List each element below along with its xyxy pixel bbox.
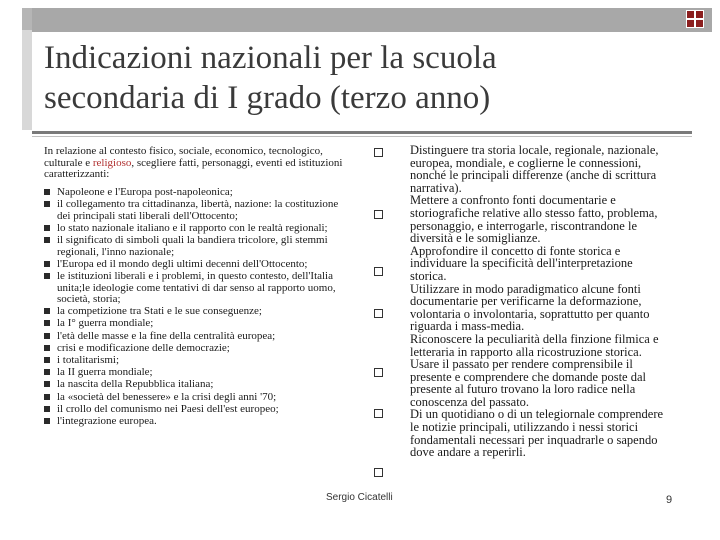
hollow-square-bullet-icon: [374, 409, 383, 418]
topic-item: i totalitarismi;: [44, 355, 354, 367]
topic-item: la I° guerra mondiale;: [44, 318, 354, 330]
skill-item: Usare il passato per rendere comprensibile il presente e comprendere che domande poste dal presente al futuro trovano la loro radice nella conoscenza del passato.: [410, 357, 647, 409]
square-bullet-icon: [44, 418, 50, 424]
skill-item: Riconoscere la peculiarità della finzione filmica e letteraria in rapporto alla ricostruzione storica.: [410, 331, 659, 359]
title-line-1: Indicazioni nazionali per la scuola: [44, 40, 497, 76]
topic-list: [44, 187, 354, 428]
square-bullet-icon: [44, 345, 50, 351]
square-bullet-icon: [44, 189, 50, 195]
hollow-square-bullet-icon: [374, 148, 383, 157]
square-bullet-icon: [44, 406, 50, 412]
topic-item: il collegamento tra cittadinanza, libertà, nazione: la costituzione dei principali stati liberali dell'Ottocento;: [44, 199, 354, 222]
left-column: [44, 146, 354, 428]
title-frame-side: [22, 8, 32, 130]
square-bullet-icon: [44, 225, 50, 231]
skill-item: Mettere a confronto fonti documentarie e storiografiche relative allo stesso fatto, problema, personaggio, e interrogarle, riscontrandone le diversità e le somiglianze.: [410, 193, 658, 246]
square-bullet-icon: [44, 308, 50, 314]
author-name: Sergio Cicatelli: [326, 492, 393, 503]
square-bullet-icon: [44, 273, 50, 279]
intro-text-end: , scegliere fatti, personaggi, eventi ed istituzioni caratterizzanti:: [44, 156, 343, 181]
hollow-bullet-column: [374, 148, 386, 478]
title-divider-thin: [32, 136, 692, 137]
topic-item: il significato di simboli quali la bandiera tricolore, gli stemmi regionali, l'inno nazionale;: [44, 235, 354, 258]
topic-item: la nascita della Repubblica italiana;: [44, 379, 354, 391]
topic-item: lo stato nazionale italiano e il rapporto con le realtà regionali;: [44, 223, 354, 235]
topic-item: crisi e modificazione delle democrazie;: [44, 343, 354, 355]
topic-item: la competizione tra Stati e le sue conseguenze;: [44, 306, 354, 318]
topic-item: l'integrazione europea.: [44, 416, 354, 428]
skill-item: Distinguere tra storia locale, regionale, nazionale, europea, mondiale, e coglierne le connessioni, nonché le principali differenze (anche di scrittura narrativa).: [410, 143, 659, 195]
skill-item: Utilizzare in modo paradigmatico alcune fonti documentarie per verificarne la deformazione, volontaria o involontaria, soprattutto per quanto riguarda i mass-media.: [410, 281, 650, 334]
hollow-square-bullet-icon: [374, 468, 383, 477]
hollow-square-bullet-icon: [374, 267, 383, 276]
skill-item: Di un quotidiano o di un telegiornale comprendere le notizie principali, utilizzando i nessi storici fondamentali necessari per inquadrarle o sapendo dove andare a reperirli.: [410, 407, 664, 460]
topic-item: Napoleone e l'Europa post-napoleonica;: [44, 187, 354, 199]
skill-item: Approfondire il concetto di fonte storica e individuare la specificità dell'interpretazione storica.: [410, 243, 633, 283]
right-column: [410, 144, 666, 459]
square-bullet-icon: [44, 381, 50, 387]
decorative-squares: [686, 10, 704, 28]
square-bullet-icon: [44, 369, 50, 375]
square-bullet-icon: [44, 394, 50, 400]
hollow-square-bullet-icon: [374, 309, 383, 318]
square-bullet-icon: [44, 261, 50, 267]
hollow-square-bullet-icon: [374, 368, 383, 377]
slide-title: [44, 38, 684, 118]
square-bullet-icon: [44, 201, 50, 207]
topic-item: la II guerra mondiale;: [44, 367, 354, 379]
page-number: 9: [666, 494, 673, 506]
intro-text-start: In relazione al contesto fisico, sociale, economico, tecnologico, culturale e: [44, 145, 323, 169]
title-line-2: secondaria di I grado (terzo anno): [44, 80, 491, 116]
hollow-square-bullet-icon: [374, 210, 383, 219]
topic-item: le istituzioni liberali e i problemi, in questo contesto, dell'Italia unita;le ideologie come tentativi di dar senso al rapporto uomo, società, storia;: [44, 271, 354, 306]
title-frame-bar: [22, 8, 712, 32]
square-bullet-icon: [44, 320, 50, 326]
square-bullet-icon: [44, 333, 50, 339]
topic-item: l'Europa ed il mondo degli ultimi decenni dell'Ottocento;: [44, 259, 354, 271]
topic-item: il crollo del comunismo nei Paesi dell'est europeo;: [44, 404, 354, 416]
left-intro: [44, 146, 354, 181]
topic-item: la «società del benessere» e la crisi degli anni '70;: [44, 392, 354, 404]
intro-highlight: religioso: [92, 156, 132, 169]
square-bullet-icon: [44, 237, 50, 243]
title-divider: [32, 131, 692, 134]
topic-item: l'età delle masse e la fine della centralità europea;: [44, 331, 354, 343]
square-bullet-icon: [44, 357, 50, 363]
